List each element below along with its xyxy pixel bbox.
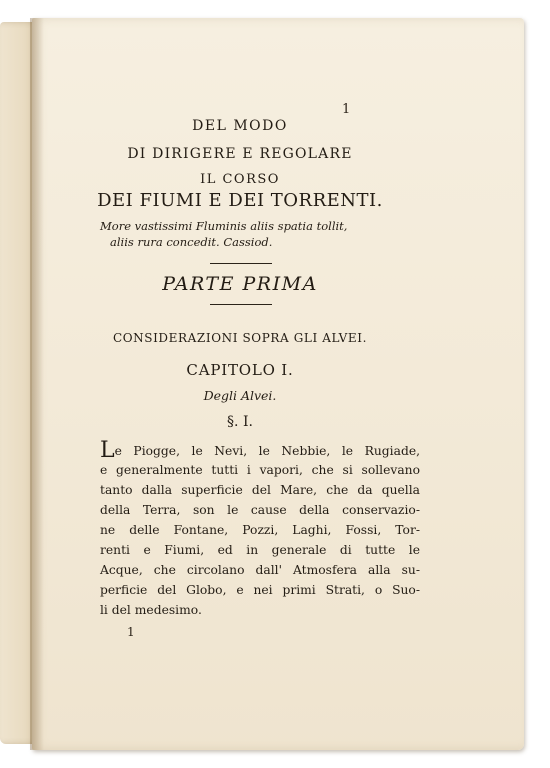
considerations-heading: CONSIDERAZIONI SOPRA GLI ALVEI. — [112, 331, 368, 345]
body-line: renti e Fiumi, ed in generale di tutte le — [100, 543, 420, 557]
chapter-subtitle: Degli Alvei. — [203, 388, 277, 403]
body-line-last: li del medesimo. — [100, 603, 202, 617]
chapter-heading: CAPITOLO I. — [186, 361, 294, 379]
body-line: ne delle Fontane, Pozzi, Laghi, Fossi, Tor- — [100, 523, 420, 537]
title-line-1: DEL MODO — [192, 118, 288, 134]
body-line: Acque, che circolano dall' Atmosfera alla su- — [100, 563, 420, 577]
body-line: della Terra, son le cause della conservazio- — [100, 503, 420, 517]
title-line-2: DI DIRIGERE E REGOLARE — [127, 146, 353, 162]
epigraph-line-1: More vastissimi Fluminis aliis spatia tollit, — [100, 219, 348, 233]
body-line: perficie del Globo, e nei primi Strati, o Suo- — [100, 583, 420, 597]
title-line-3: IL CORSO — [200, 172, 280, 187]
body-line-first — [100, 440, 420, 462]
title-line-4: DEI FIUMI E DEI TORRENTI. — [97, 190, 383, 211]
ornamental-rule-bottom — [210, 304, 272, 305]
signature-mark: 1 — [127, 625, 135, 639]
page-number: 1 — [342, 102, 351, 117]
drop-cap: L — [100, 438, 115, 463]
ornamental-rule-top — [210, 263, 272, 264]
section-mark: §. I. — [227, 414, 253, 430]
epigraph-line-2: aliis rura concedit. Cassiod. — [110, 235, 273, 249]
body-line: tanto dalla superficie del Mare, che da quella — [100, 483, 420, 497]
part-heading: PARTE PRIMA — [162, 273, 318, 295]
body-line-first-text: e Piogge, le Nevi, le Nebbie, le Rugiade, — [114, 444, 420, 458]
body-line: e generalmente tutti i vapori, che si sollevano — [100, 463, 420, 477]
